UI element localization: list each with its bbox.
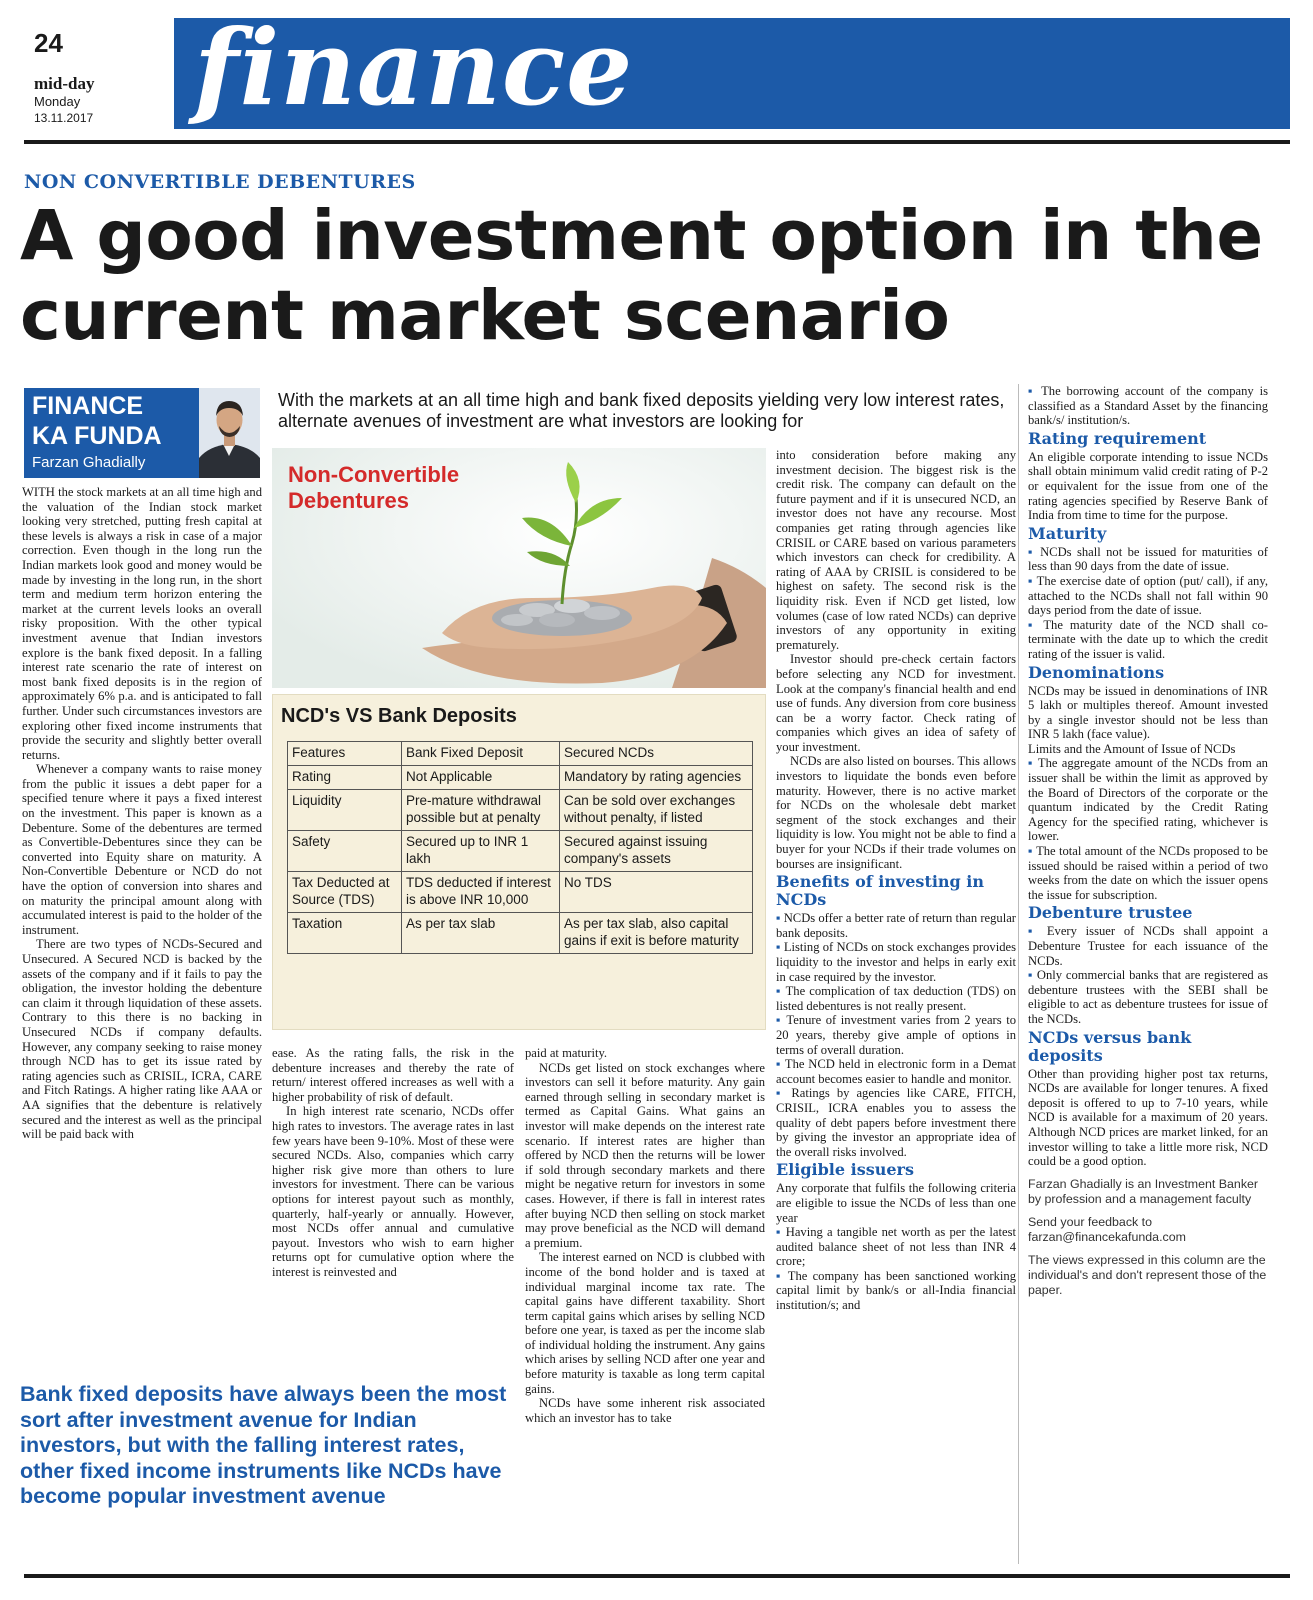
feedback-line: Send your feedback to farzan@financekafunda.com bbox=[1028, 1214, 1186, 1244]
bullet-item: ▪ Every issuer of NCDs shall appoint a Debenture Trustee for each issuance of the NCDs. bbox=[1028, 924, 1268, 968]
table-cell: Safety bbox=[288, 831, 402, 872]
body-paragraph: Whenever a company wants to raise money from the public it issues a debt paper for a specified tenure where it pays a fixed interest on the investment. This paper is known as a Debenture. Some of the debentures are termed as Convertible-Debentures since they can be converted into Equity share on maturity. A Non-Convertible Debenture or NCD do not have the option of conversion into shares and on maturity the principal amount along with accumulated interest is paid to the holder of the instrument. bbox=[22, 762, 262, 937]
bullet-item: ▪ NCDs shall not be issued for maturities of less than 90 days from the date of issue. bbox=[1028, 545, 1268, 574]
body-paragraph: WITH the stock markets at an all time high and the valuation of the Indian stock market looking very stretched, putting fresh capital at these levels is always a risk in case of a major correction. Even though in the long run the Indian markets look good and money would be made by investing in the long run, in the short term and medium term horizon entering the market at the current levels looks an overall risky proposition. With the other typical investment avenue that Indian investors explore is the bank fixed deposit. In a falling interest rate scenario the rate of interest on most bank fixed deposits is in the region of approximately 6% p.a. and is anticipated to fall further. Under such circumstances investors are exploring other fixed income instruments that provide the security and slightly better overall returns. bbox=[22, 485, 262, 762]
subheading-maturity: Maturity bbox=[1028, 523, 1107, 543]
bullet-item: ▪ NCDs offer a better rate of return than regular bank deposits. bbox=[776, 911, 1016, 940]
bullet-item: ▪ The complication of tax deduction (TDS) on listed debentures is not really present. bbox=[776, 984, 1016, 1013]
table-cell: Secured against issuing company's assets bbox=[560, 831, 753, 872]
issue-date: 13.11.2017 bbox=[34, 111, 94, 125]
bullet-item: ▪ Ratings by agencies like CARE, FITCH, CRISIL, ICRA enables you to assess the quality of debt papers before investment there by giving the investor an appropriate idea of the overall risks involved. bbox=[776, 1086, 1016, 1159]
issue-day: Monday bbox=[34, 94, 81, 109]
body-paragraph: paid at maturity. bbox=[525, 1046, 608, 1060]
body-paragraph: Limits and the Amount of Issue of NCDs bbox=[1028, 741, 1236, 756]
body-paragraph: Any corporate that fulfils the following criteria are eligible to issue the NCDs of less than one year bbox=[776, 1181, 1016, 1225]
headline: A good investment option in the current market scenario bbox=[20, 196, 1263, 356]
body-paragraph: In high interest rate scenario, NCDs offer high rates to investors. The average rates in last few years have been 9-10%. Most of these were secured NCDs. Also, companies which carry higher risk give more than others to lure investors for investment. There can be various options for interest payout such as monthly, quarterly, half-yearly or annually. However, most NCDs offer annual and cumulative payout. Investors who wish to earn higher returns opt for cumulative option where the interest is reinvested and bbox=[272, 1104, 514, 1279]
table-header-cell: Bank Fixed Deposit bbox=[402, 742, 560, 766]
pull-quote: Bank fixed deposits have always been the most sort after investment avenue for Indian investors, but with the falling interest rates, other fixed income instruments like NCDs have become popular investment avenue bbox=[20, 1382, 507, 1508]
deck: With the markets at an all time high and bank fixed deposits yielding very low interest rates, alternate avenues of investment are what investors are looking for bbox=[278, 390, 1005, 431]
table-cell: As per tax slab bbox=[402, 913, 560, 954]
subheading-rating-requirement: Rating requirement bbox=[1028, 428, 1207, 448]
bullet-item: ▪ The total amount of the NCDs proposed to be issued should be raised within a period of two weeks from the date on which the issuer opens the issue for subscription. bbox=[1028, 844, 1268, 902]
body-paragraph: NCDs may be issued in denominations of INR 5 lakh or multiples thereof. Amount invested by a single investor should not be less than INR 5 lakh (face value). bbox=[1028, 683, 1268, 742]
body-paragraph: Other than providing higher post tax returns, NCDs are available for longer tenures. A fixed deposit is offered to up to 7-10 years, while NCD is available for a maximum of 20 years. Although NCD prices are market linked, for an investor willing to take a little more risk, NCD could be a good option. bbox=[1028, 1066, 1268, 1169]
hero-image bbox=[272, 448, 766, 688]
table-cell: Mandatory by rating agencies bbox=[560, 766, 753, 790]
subheading-benefits: Benefits of investing in NCDs bbox=[776, 872, 985, 910]
body-column-5 bbox=[1028, 384, 1268, 1564]
column-name-line2: KA FUNDA bbox=[32, 422, 162, 450]
body-paragraph: Investor should pre-check certain factors before selecting any NCD for investment. Look at the company's financial health and end use of funds. Any diversion from core business can be a worry factor. Check rating of companies which gives an idea of safety of your investment. bbox=[776, 652, 1016, 754]
bullet-item: ▪ The borrowing account of the company is classified as a Standard Asset by the financing bank/s/ institution/s. bbox=[1028, 384, 1268, 428]
table-cell: Secured up to INR 1 lakh bbox=[402, 831, 560, 872]
subheading-debenture-trustee: Debenture trustee bbox=[1028, 903, 1193, 923]
masthead bbox=[24, 18, 1290, 129]
body-column-2 bbox=[272, 1046, 514, 1376]
table-cell: Rating bbox=[288, 766, 402, 790]
table-cell: Liquidity bbox=[288, 790, 402, 831]
table-header-cell: Secured NCDs bbox=[560, 742, 753, 766]
table-row bbox=[288, 831, 753, 872]
body-paragraph: NCDs are also listed on bourses. This allows investors to liquidate the bonds even before maturity. However, there is no active market for NCDs on the wholesale debt market segment of the stock exchanges and their liquidity is low. You might not be able to find a buyer for your NCDs if their trade volumes on bourses are insignificant. bbox=[776, 754, 1016, 871]
image-caption bbox=[288, 462, 459, 514]
bullet-item: ▪ The maturity date of the NCD shall co-terminate with the date up to which the credit rating of the issuer is valid. bbox=[1028, 618, 1268, 662]
kicker: NON CONVERTIBLE DEBENTURES bbox=[24, 171, 416, 193]
column-divider bbox=[1018, 384, 1019, 1564]
subheading-denominations: Denominations bbox=[1028, 662, 1165, 682]
paper-name: mid-day bbox=[34, 74, 95, 93]
table-cell: No TDS bbox=[560, 872, 753, 913]
bullet-item: ▪ Tenure of investment varies from 2 years to 20 years, thereby give ample of options in terms of overall duration. bbox=[776, 1013, 1016, 1057]
table-cell: As per tax slab, also capital gains if exit is before maturity bbox=[560, 913, 753, 954]
subheading-ncds-versus-bank-deposits: NCDs versus bank deposits bbox=[1028, 1027, 1192, 1065]
comparison-table-box bbox=[272, 694, 766, 1030]
author-bio: Farzan Ghadially is an Investment Banker by profession and a management faculty bbox=[1028, 1176, 1259, 1206]
column-name-line1: FINANCE bbox=[32, 392, 144, 420]
table-title: NCD's VS Bank Deposits bbox=[281, 705, 517, 727]
masthead-info bbox=[24, 18, 164, 129]
body-column-4 bbox=[776, 448, 1016, 1558]
column-author: Farzan Ghadially bbox=[32, 454, 146, 471]
table-row bbox=[288, 766, 753, 790]
body-paragraph: ease. As the rating falls, the risk in the debenture increases and thereby the rate of return/ interest offered increases as well with a higher probability of risk of default. bbox=[272, 1046, 514, 1104]
table-cell: Tax Deducted at Source (TDS) bbox=[288, 872, 402, 913]
footer-rule bbox=[24, 1574, 1290, 1578]
table-cell: Pre-mature withdrawal possible but at penalty bbox=[402, 790, 560, 831]
image-caption-line2: Debentures bbox=[288, 488, 410, 513]
body-paragraph: There are two types of NCDs-Secured and Unsecured. A Secured NCD is backed by the assets of the company and if it fails to pay the obligation, the investor holding the debenture can claim it through liquidation of these assets. Contrary to this there is no backing in Unsecured NCDs if company defaults. However, any company seeking to raise money through NCD has to get its issue rated by rating agencies such as CRISIL, ICRA, CARE and Fitch Ratings. A higher rating like AAA or AA signifies that the debenture is relatively secured and the interest as well as the principal will be paid back with bbox=[22, 937, 262, 1142]
page-number: 24 bbox=[34, 28, 63, 58]
bullet-item: ▪ The exercise date of option (put/ call), if any, attached to the NCDs shall not fall within 90 days period from the date of issue. bbox=[1028, 574, 1268, 618]
table-cell: Not Applicable bbox=[402, 766, 560, 790]
bullet-item: ▪ The NCD held in electronic form in a Demat account becomes easier to handle and monitor. bbox=[776, 1057, 1016, 1086]
body-paragraph: An eligible corporate intending to issue NCDs shall obtain minimum valid credit rating of P-2 or equivalent for the issue from one of the rating agencies specified by Reserve Bank of India from time to time for the purpose. bbox=[1028, 449, 1268, 523]
body-paragraph: The interest earned on NCD is clubbed with income of the bond holder and is taxed at individual marginal income tax rate. The capital gains have different taxability. Short term capital gains which arises by selling NCD before one year, is taxed as per the income slab of individual holding the instrument. Any gains which arises by selling NCD after one year and before maturity is taxable as long term capital gains. bbox=[525, 1250, 765, 1396]
author-portrait-icon bbox=[199, 388, 260, 478]
image-caption-line1: Non-Convertible bbox=[288, 462, 460, 487]
table-header-cell: Features bbox=[288, 742, 402, 766]
body-paragraph: NCDs get listed on stock exchanges where investors can sell it before maturity. Any gain earned through selling in secondary market is termed as Capital Gains. What gains an investor will make depends on the interest rate scenario. If interest rates are higher than offered by NCD then the returns will be lower if sold through secondary markets and there might be negative return for investors in some cases. However, if there is fall in interest rates after buying NCD then selling on stock market may prove beneficial as the NCD will demand a premium. bbox=[525, 1060, 765, 1250]
disclaimer: The views expressed in this column are the individual's and don't represent those of the paper. bbox=[1028, 1252, 1267, 1297]
author-photo bbox=[199, 388, 260, 478]
bullet-item: ▪ Listing of NCDs on stock exchanges provides liquidity to the investor and helps in early exit in case required by the investor. bbox=[776, 940, 1016, 984]
table-cell: Taxation bbox=[288, 913, 402, 954]
body-column-3 bbox=[525, 1046, 765, 1546]
column-badge bbox=[24, 388, 260, 478]
bullet-item: ▪ Only commercial banks that are registered as debenture trustees with the SEBI shall be eligible to act as debenture trustees for issue of the NCDs. bbox=[1028, 968, 1268, 1026]
table-row bbox=[288, 913, 753, 954]
bullet-item: ▪ The company has been sanctioned working capital limit by bank/s or all-India financial institution/s; and bbox=[776, 1269, 1016, 1313]
body-paragraph: into consideration before making any investment decision. The biggest risk is the credit risk. The company can default on the future payment and if it is unsecured NCD, an investor does not have any recourse. Most companies get rating through agencies like CRISIL or CARE based on various parameters which investors can check for credibility. A rating of AAA by CRISIL is considered to be highest on safety. The second risk is the liquidity risk. Even if NCD get listed, low volumes (case of low rated NCDs) can deprive investors of any opportunity in exiting prematurely. bbox=[776, 448, 1016, 652]
section-band bbox=[174, 18, 1290, 129]
table-row bbox=[288, 790, 753, 831]
bullet-item: ▪ Having a tangible net worth as per the latest audited balance sheet of not less than INR 4 crore; bbox=[776, 1225, 1016, 1269]
subheading-eligible-issuers: Eligible issuers bbox=[776, 1160, 914, 1180]
body-column-1 bbox=[22, 485, 262, 1365]
comparison-table bbox=[287, 741, 753, 954]
table-cell: Can be sold over exchanges without penalty, if listed bbox=[560, 790, 753, 831]
table-cell: TDS deducted if interest is above INR 10,000 bbox=[402, 872, 560, 913]
bullet-item: ▪ The aggregate amount of the NCDs from an issuer shall be within the limit as approved by the Board of Directors of the corporate or the quantum indicated by the Credit Rating Agency for the specified rating, whichever is lower. bbox=[1028, 756, 1268, 844]
header-rule bbox=[24, 140, 1290, 144]
table-row bbox=[288, 872, 753, 913]
body-paragraph: NCDs have some inherent risk associated which an investor has to take bbox=[525, 1396, 765, 1425]
table-header-row bbox=[288, 742, 753, 766]
section-name: finance bbox=[194, 18, 634, 129]
